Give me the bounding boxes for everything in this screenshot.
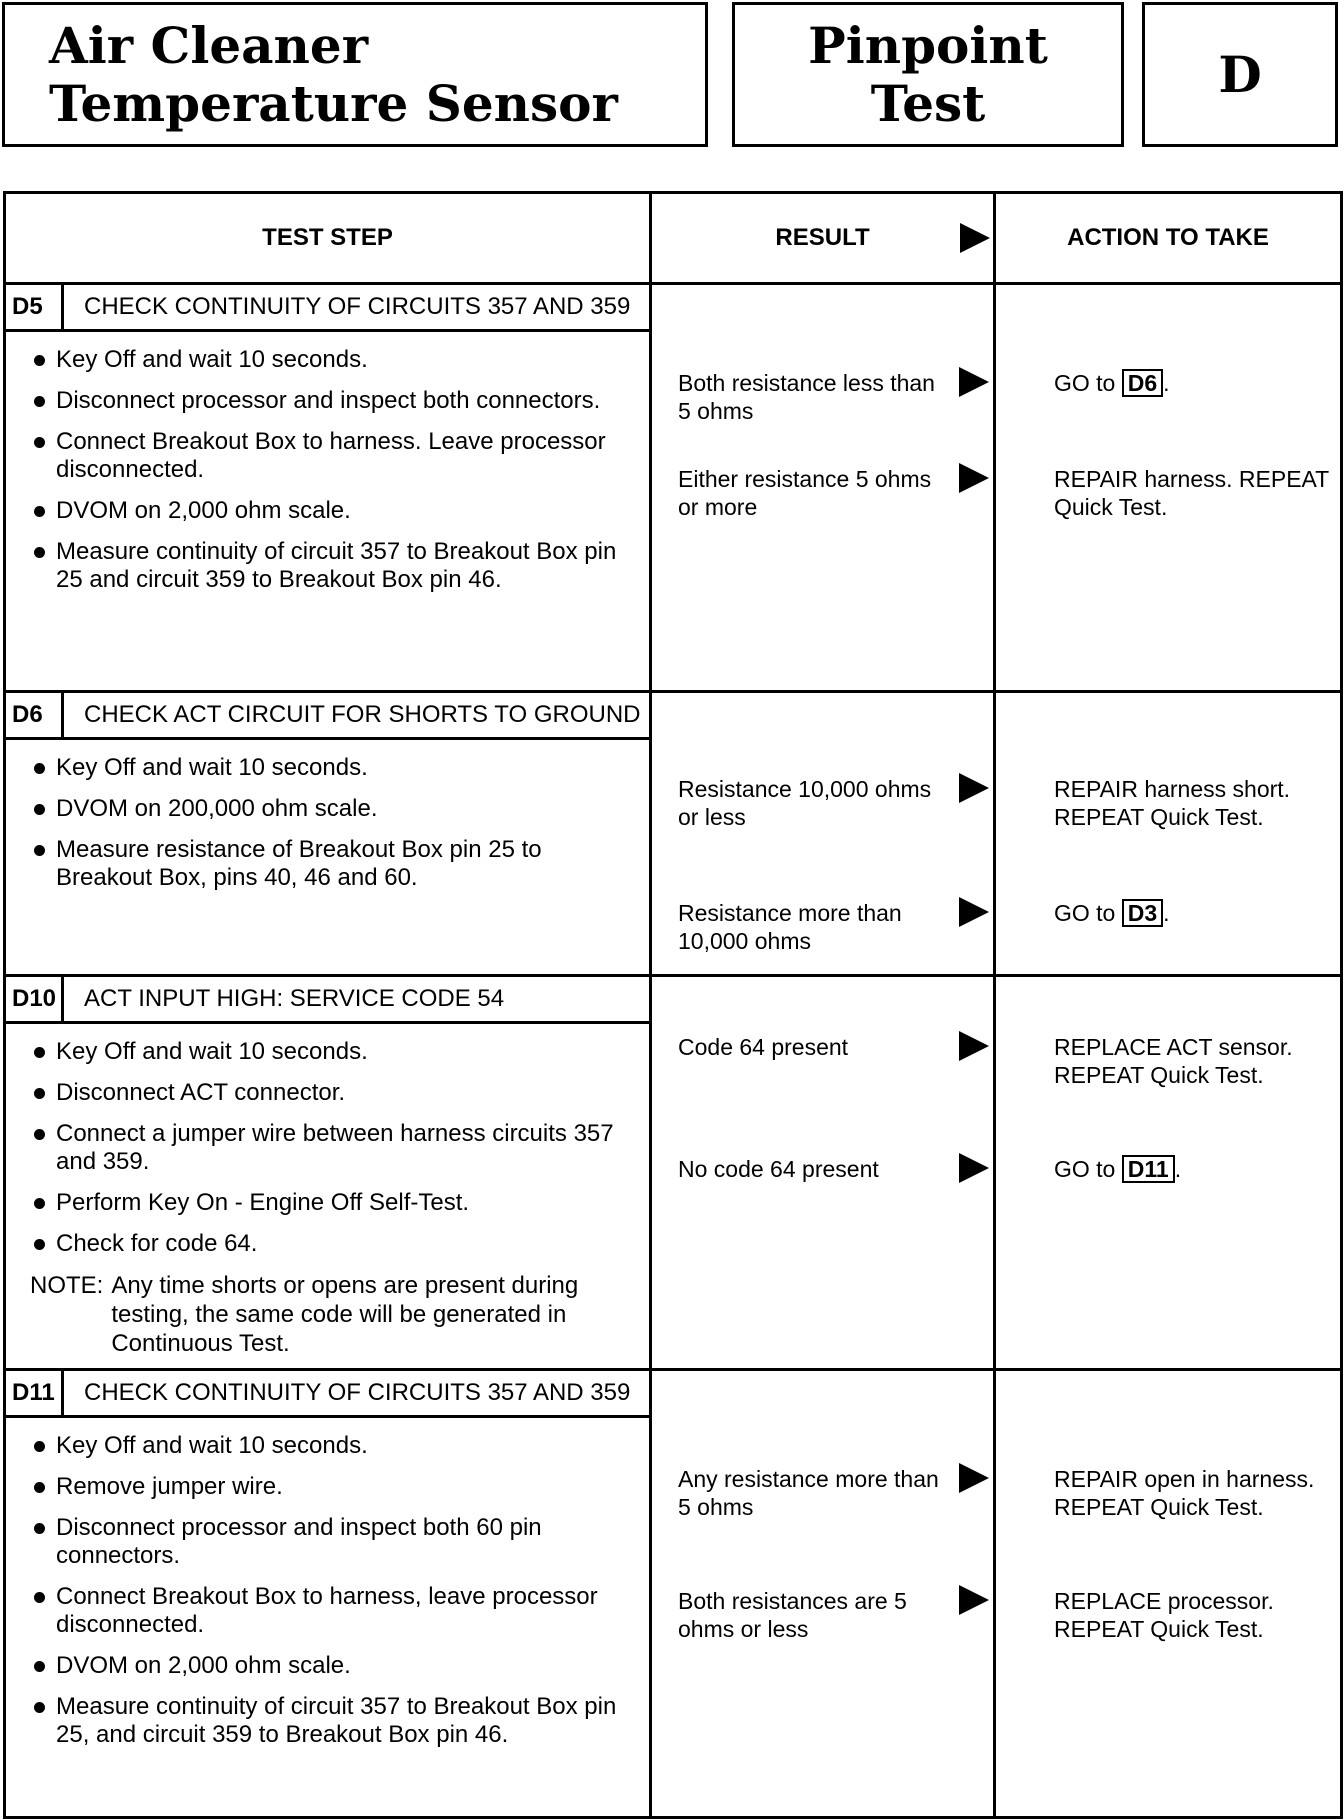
- col-header-test-step: TEST STEP: [5, 193, 651, 284]
- step-title: CHECK CONTINUITY OF CIRCUITS 357 AND 359: [84, 293, 631, 320]
- step-title: CHECK CONTINUITY OF CIRCUITS 357 AND 359: [84, 1379, 631, 1406]
- arrow-right-icon: [959, 1585, 989, 1615]
- result-cell: [651, 1370, 995, 1818]
- result-item: [678, 1033, 953, 1061]
- test-step-cell: [5, 976, 651, 1370]
- step-id: D11: [6, 1371, 64, 1415]
- arrow-right-icon: [959, 1463, 989, 1493]
- action-cell: [995, 976, 1342, 1370]
- action-item: [1054, 1587, 1330, 1643]
- action-item: [1054, 1465, 1330, 1521]
- instruction-item: Key Off and wait 10 seconds.: [30, 346, 639, 374]
- test-type-line1: Pinpoint: [808, 15, 1048, 75]
- col-header-result-label: RESULT: [775, 224, 870, 251]
- step-id: D6: [6, 693, 64, 737]
- instruction-item: Connect a jumper wire between harness circuits 357 and 359.: [30, 1120, 639, 1176]
- result-text: Resistance 10,000 ohms or less: [678, 776, 932, 830]
- result-text: Both resistance less than 5 ohms: [678, 370, 935, 424]
- action-suffix: .: [1174, 1156, 1182, 1182]
- step-reference[interactable]: D3: [1122, 899, 1163, 927]
- step-header: [6, 693, 652, 740]
- col-header-result: [651, 193, 995, 284]
- action-text: GO to: [1054, 900, 1116, 926]
- result-item: [678, 369, 953, 425]
- result-cell: [651, 692, 995, 976]
- test-step-cell: [5, 284, 651, 692]
- test-step-cell: [5, 1370, 651, 1818]
- action-cell: [995, 1370, 1342, 1818]
- test-step-row: [5, 1370, 1342, 1818]
- action-suffix: .: [1163, 370, 1170, 396]
- action-item: [1054, 1155, 1330, 1183]
- instruction-item: Remove jumper wire.: [30, 1473, 639, 1501]
- instruction-item: Measure resistance of Breakout Box pin 25 to Breakout Box, pins 40, 46 and 60.: [30, 836, 639, 892]
- action-item: [1054, 775, 1330, 831]
- action-cell: [995, 692, 1342, 976]
- step-title: ACT INPUT HIGH: SERVICE CODE 54: [84, 985, 505, 1012]
- instruction-item: Perform Key On - Engine Off Self-Test.: [30, 1189, 639, 1217]
- action-text: GO to: [1054, 1156, 1116, 1182]
- action-item: [1054, 1033, 1330, 1089]
- step-title: CHECK ACT CIRCUIT FOR SHORTS TO GROUND: [84, 701, 641, 728]
- action-suffix: .: [1163, 900, 1170, 926]
- instruction-item: Key Off and wait 10 seconds.: [30, 1432, 639, 1460]
- arrow-right-icon: [959, 367, 989, 397]
- test-step-row: [5, 976, 1342, 1370]
- note-label: NOTE:: [30, 1272, 104, 1299]
- action-text: REPLACE ACT sensor. REPEAT Quick Test.: [1054, 1034, 1293, 1088]
- result-text: Either resistance 5 ohms or more: [678, 466, 932, 520]
- step-id: D5: [6, 285, 64, 329]
- test-type: [732, 2, 1124, 147]
- action-text: REPLACE processor. REPEAT Quick Test.: [1054, 1588, 1274, 1642]
- action-item: [1054, 899, 1330, 927]
- instruction-item: Key Off and wait 10 seconds.: [30, 754, 639, 782]
- section-title-line2: Temperature Sensor: [49, 73, 618, 133]
- instruction-item: Measure continuity of circuit 357 to Breakout Box pin 25 and circuit 359 to Breakout Box pin 46.: [30, 538, 639, 594]
- action-text: REPAIR harness. REPEAT Quick Test.: [1054, 466, 1329, 520]
- result-item: [678, 1465, 953, 1521]
- step-instructions: [6, 740, 649, 915]
- action-text: GO to: [1054, 370, 1116, 396]
- test-step-row: [5, 284, 1342, 692]
- step-reference[interactable]: D11: [1122, 1155, 1175, 1183]
- instruction-item: Check for code 64.: [30, 1230, 639, 1258]
- col-header-action: ACTION TO TAKE: [995, 193, 1342, 284]
- result-item: [678, 899, 953, 955]
- result-item: [678, 1155, 953, 1183]
- action-cell: [995, 284, 1342, 692]
- result-item: [678, 465, 953, 521]
- action-item: [1054, 465, 1330, 521]
- pinpoint-test-table: [3, 191, 1343, 1819]
- step-instructions: [6, 1024, 649, 1368]
- result-text: Any resistance more than 5 ohms: [678, 1466, 939, 1520]
- arrow-right-icon: [960, 223, 990, 253]
- action-item: [1054, 369, 1330, 397]
- instruction-item: DVOM on 2,000 ohm scale.: [30, 497, 639, 525]
- test-step-row: [5, 692, 1342, 976]
- test-type-line2: Test: [870, 73, 986, 133]
- instruction-item: Disconnect processor and inspect both 60 pin connectors.: [30, 1514, 639, 1570]
- arrow-right-icon: [959, 897, 989, 927]
- step-header: [6, 285, 652, 332]
- step-reference[interactable]: D6: [1122, 369, 1163, 397]
- table-header-row: [5, 193, 1342, 284]
- instruction-item: Disconnect ACT connector.: [30, 1079, 639, 1107]
- result-cell: [651, 976, 995, 1370]
- result-text: No code 64 present: [678, 1156, 879, 1182]
- result-text: Code 64 present: [678, 1034, 849, 1060]
- note: [30, 1271, 639, 1358]
- test-letter: D: [1142, 2, 1338, 147]
- action-text: REPAIR harness short. REPEAT Quick Test.: [1054, 776, 1291, 830]
- result-text: Resistance more than 10,000 ohms: [678, 900, 902, 954]
- note-text: Any time shorts or opens are present during testing, the same code will be generated in Continuous Test.: [111, 1272, 579, 1357]
- instruction-item: Connect Breakout Box to harness. Leave processor disconnected.: [30, 428, 639, 484]
- arrow-right-icon: [959, 773, 989, 803]
- action-text: REPAIR open in harness. REPEAT Quick Test.: [1054, 1466, 1315, 1520]
- step-header: [6, 977, 652, 1024]
- section-title: [2, 2, 708, 147]
- instruction-item: Measure continuity of circuit 357 to Breakout Box pin 25, and circuit 359 to Breakout Box pin 46.: [30, 1693, 639, 1749]
- instruction-item: Key Off and wait 10 seconds.: [30, 1038, 639, 1066]
- step-id: D10: [6, 977, 64, 1021]
- arrow-right-icon: [959, 463, 989, 493]
- result-text: Both resistances are 5 ohms or less: [678, 1588, 907, 1642]
- result-item: [678, 1587, 953, 1643]
- instruction-item: DVOM on 200,000 ohm scale.: [30, 795, 639, 823]
- arrow-right-icon: [959, 1153, 989, 1183]
- arrow-right-icon: [959, 1031, 989, 1061]
- test-step-cell: [5, 692, 651, 976]
- instruction-item: Disconnect processor and inspect both connectors.: [30, 387, 639, 415]
- result-cell: [651, 284, 995, 692]
- step-instructions: [6, 332, 649, 617]
- step-header: [6, 1371, 652, 1418]
- result-item: [678, 775, 953, 831]
- instruction-item: DVOM on 2,000 ohm scale.: [30, 1652, 639, 1680]
- step-instructions: [6, 1418, 649, 1772]
- section-title-line1: Air Cleaner: [49, 15, 369, 75]
- instruction-item: Connect Breakout Box to harness, leave processor disconnected.: [30, 1583, 639, 1639]
